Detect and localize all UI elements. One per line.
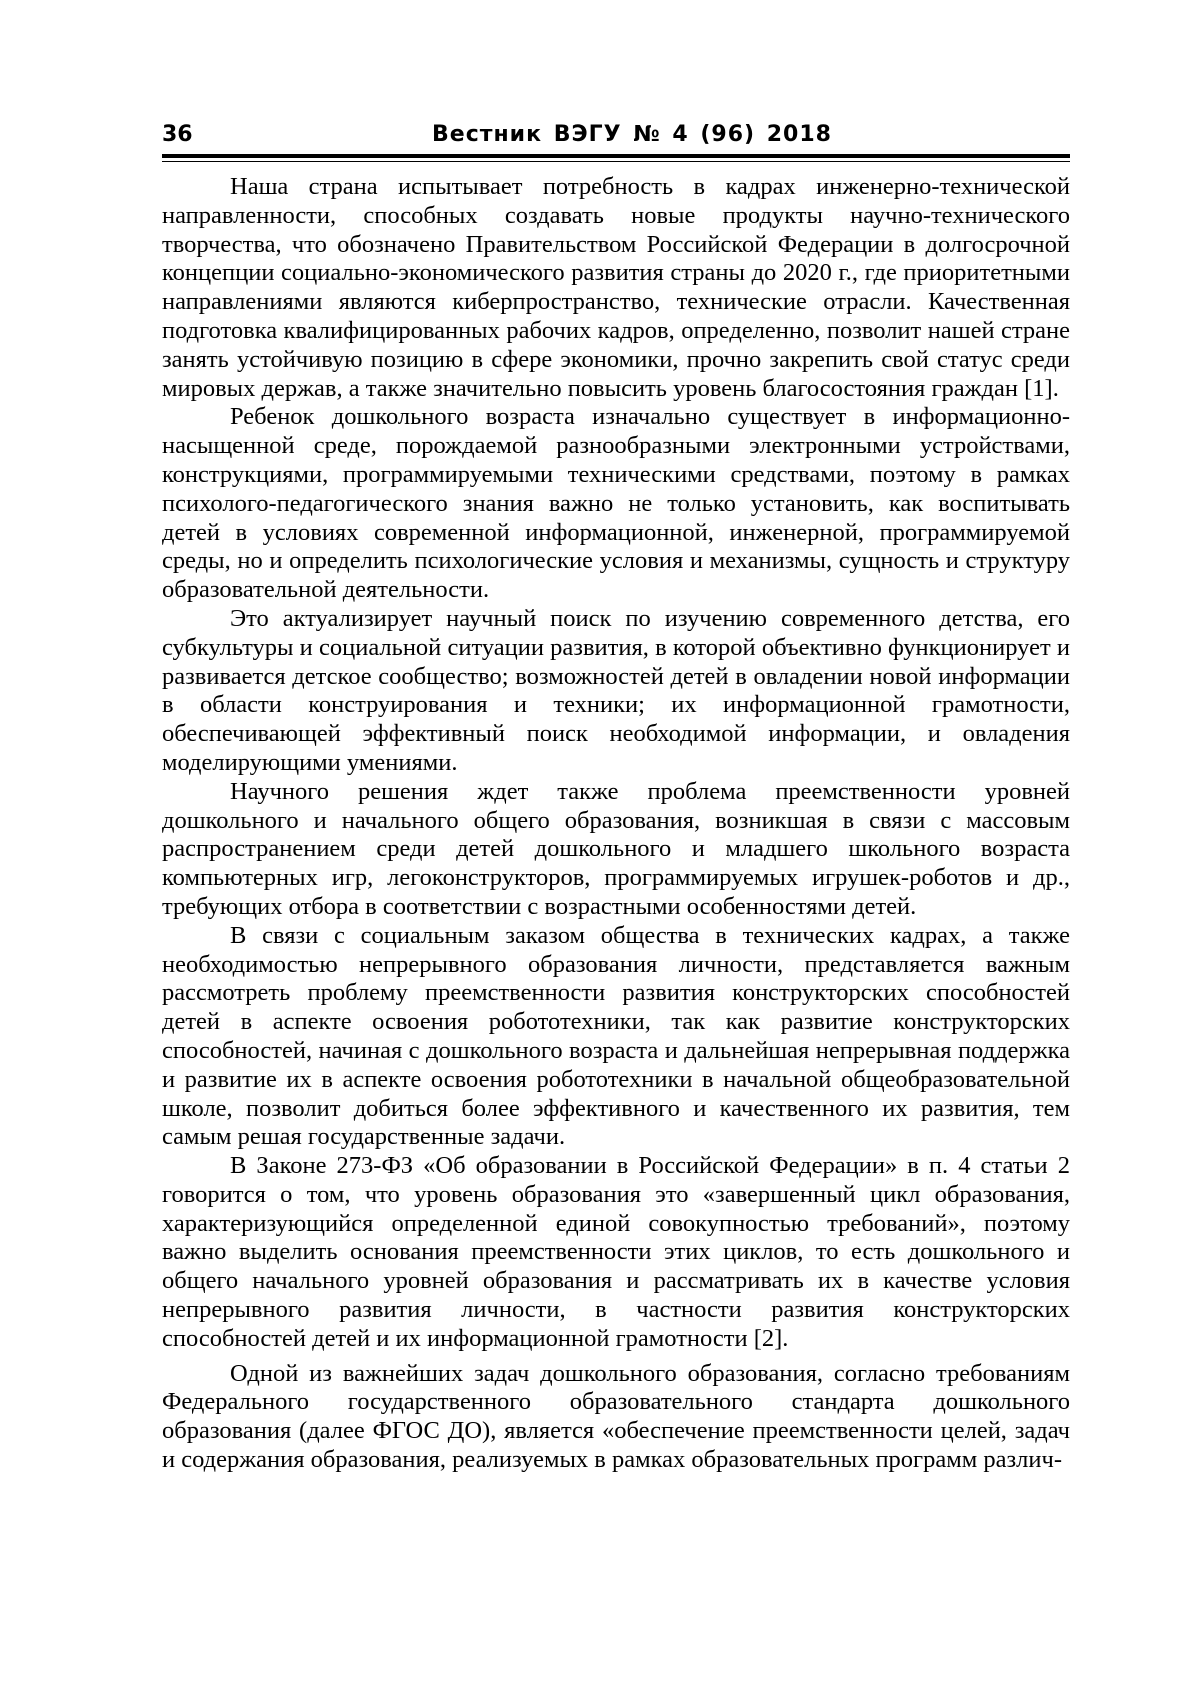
paragraph: В связи с социальным заказом общества в технических кадрах, а также необходимостью непрерывного образования личности, представляется важным рассмотреть проблему преемственности развития конструкторских способностей детей в аспекте освоения робототехники, так как развитие конструкторских способностей, начиная с дошкольного возраста и дальнейшая непрерывная поддержка и развитие их в аспекте освоения робототехники в начальной общеобразовательной школе, позволит добиться более эффективного и качественного их развития, тем самым решая государственные задачи. bbox=[162, 921, 1070, 1151]
article-body bbox=[162, 173, 1070, 1475]
page-number: 36 bbox=[162, 122, 193, 147]
header-rule-thick bbox=[162, 154, 1070, 158]
paragraph: Одной из важнейших задач дошкольного образования, согласно требованиям Федерального государственного образовательного стандарта дошкольного образования (далее ФГОС ДО), является «обеспечение преемственности целей, задач и содержания образования, реализуемых в рамках образовательных программ различ- bbox=[162, 1359, 1070, 1474]
paragraph: Это актуализирует научный поиск по изучению современного детства, его субкультуры и социальной ситуации развития, в которой объективно функционирует и развивается детское сообщество; возможностей детей в овладении новой информации в области конструирования и техники; их информационной грамотности, обеспечивающей эффективный поиск необходимой информации, и овладения моделирующими умениями. bbox=[162, 604, 1070, 776]
header-rule-thin bbox=[162, 161, 1070, 162]
paragraph: Ребенок дошкольного возраста изначально существует в информационно-насыщенной среде, порождаемой разнообразными электронными устройствами, конструкциями, программируемыми техническими средствами, поэтому в рамках психолого-педагогического знания важно не только установить, как воспитывать детей в условиях современной информационной, инженерной, программируемой среды, но и определить психологические условия и механизмы, сущность и структуру образовательной деятельности. bbox=[162, 403, 1070, 604]
journal-title: Вестник ВЭГУ № 4 (96) 2018 bbox=[432, 122, 832, 147]
running-header bbox=[162, 118, 1070, 152]
paragraph: В Законе 273-ФЗ «Об образовании в Российской Федерации» в п. 4 статьи 2 говорится о том, что уровень образования это «завершенный цикл образования, характеризующийся определенной единой совокупностью требований», поэтому важно выделить основания преемственности этих циклов, то есть дошкольного и общего начального уровней образования и рассматривать их в качестве условия непрерывного развития личности, в частности развития конструкторских способностей детей и их информационной грамотности [2]. bbox=[162, 1152, 1070, 1352]
paragraph: Научного решения ждет также проблема преемственности уровней дошкольного и начального общего образования, возникшая в связи с массовым распространением среди детей дошкольного и младшего школьного возраста компьютерных игр, легоконструкторов, программируемых игрушек-роботов и др., требующих отбора в соответствии с возрастными особенностями детей. bbox=[162, 777, 1070, 920]
paragraph: Наша страна испытывает потребность в кадрах инженерно-технической направленности, способных создавать новые продукты научно-технического творчества, что обозначено Правительством Российской Федерации в долгосрочной концепции социально-экономического развития страны до 2020 г., где приоритетными направлениями являются киберпространство, технические отрасли. Качественная подготовка квалифицированных рабочих кадров, определенно, позволит нашей стране занять устойчивую позицию в сфере экономики, прочно закрепить свой статус среди мировых держав, а также значительно повысить уровень благосостояния граждан [1]. bbox=[162, 173, 1070, 402]
